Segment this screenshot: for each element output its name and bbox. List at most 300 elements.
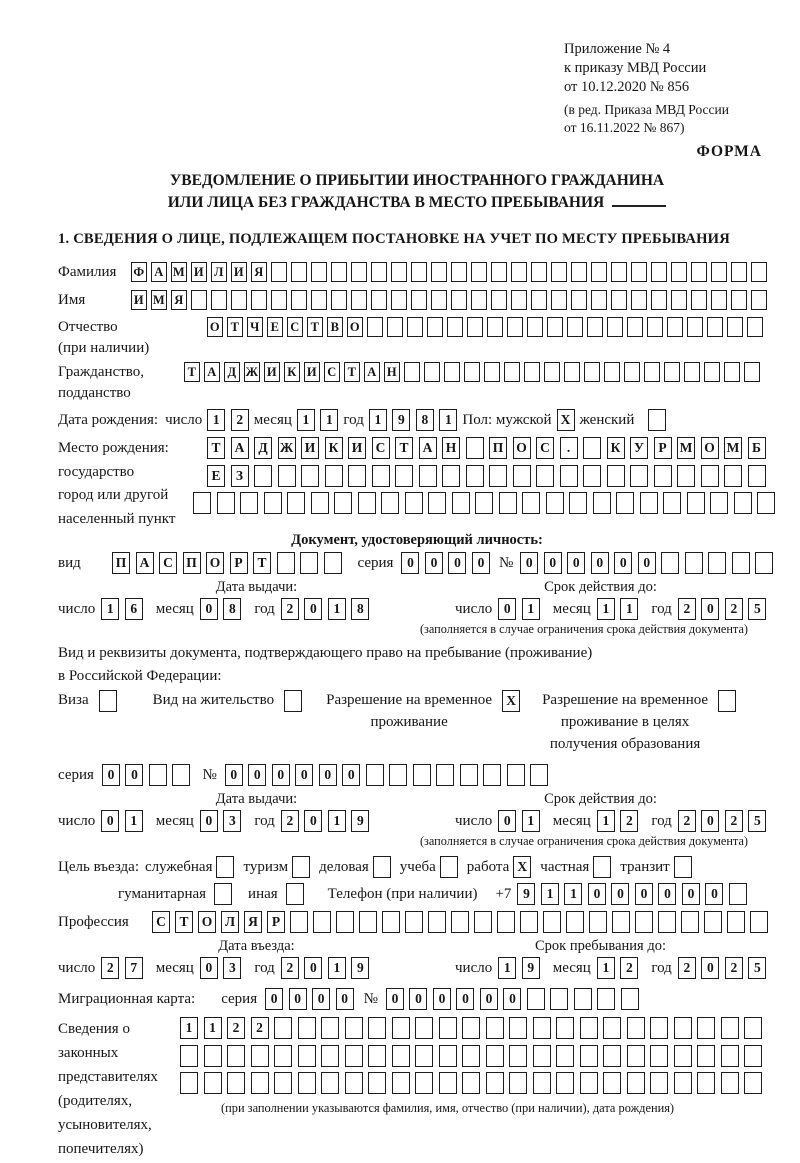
char-cell[interactable] — [381, 492, 399, 514]
char-cell[interactable] — [321, 1017, 339, 1039]
char-cell[interactable] — [560, 465, 578, 487]
char-cell[interactable] — [701, 465, 719, 487]
purpose-business-checkbox[interactable] — [373, 856, 391, 878]
char-cell[interactable] — [291, 290, 307, 310]
char-cell[interactable]: X — [502, 690, 520, 712]
char-cell[interactable] — [744, 1072, 762, 1094]
char-cell[interactable] — [298, 1045, 316, 1067]
char-cell[interactable] — [274, 1045, 292, 1067]
char-cell[interactable]: 1 — [498, 957, 516, 979]
char-cell[interactable]: К — [284, 362, 300, 382]
char-cell[interactable]: 0 — [701, 810, 719, 832]
char-cell[interactable]: Ч — [247, 317, 263, 337]
char-cell[interactable] — [382, 911, 400, 933]
char-cell[interactable] — [556, 1017, 574, 1039]
char-cell[interactable] — [351, 290, 367, 310]
char-cell[interactable]: Ф — [131, 262, 147, 282]
char-cell[interactable]: 0 — [304, 957, 322, 979]
char-cell[interactable] — [511, 262, 527, 282]
char-cell[interactable] — [311, 492, 329, 514]
char-cell[interactable]: 0 — [544, 552, 562, 574]
char-cell[interactable]: 1 — [101, 598, 119, 620]
char-cell[interactable]: 1 — [522, 810, 540, 832]
char-cell[interactable]: 0 — [304, 810, 322, 832]
char-cell[interactable]: А — [136, 552, 154, 574]
char-cell[interactable] — [624, 362, 640, 382]
char-cell[interactable]: О — [347, 317, 363, 337]
char-cell[interactable] — [734, 492, 752, 514]
char-cell[interactable]: Ж — [244, 362, 260, 382]
char-cell[interactable]: 9 — [351, 810, 369, 832]
char-cell[interactable] — [724, 465, 742, 487]
char-cell[interactable]: 0 — [248, 764, 266, 786]
char-cell[interactable] — [172, 764, 190, 786]
sex-male-checkbox[interactable] — [557, 409, 575, 431]
char-cell[interactable] — [751, 262, 767, 282]
char-cell[interactable] — [405, 492, 423, 514]
char-cell[interactable] — [691, 262, 707, 282]
char-cell[interactable] — [415, 1072, 433, 1094]
char-cell[interactable] — [471, 262, 487, 282]
char-cell[interactable]: 9 — [392, 409, 410, 431]
char-cell[interactable] — [550, 988, 568, 1010]
char-cell[interactable] — [491, 290, 507, 310]
char-cell[interactable]: Я — [171, 290, 187, 310]
char-cell[interactable]: О — [513, 437, 531, 459]
char-cell[interactable] — [747, 317, 763, 337]
char-cell[interactable]: 8 — [223, 598, 241, 620]
purpose-other-checkbox[interactable] — [286, 883, 304, 905]
char-cell[interactable] — [345, 1017, 363, 1039]
char-cell[interactable] — [556, 1045, 574, 1067]
char-cell[interactable]: 0 — [448, 552, 466, 574]
char-cell[interactable] — [204, 1072, 222, 1094]
char-cell[interactable]: 1 — [620, 598, 638, 620]
temp-permit-checkbox[interactable] — [502, 690, 520, 712]
char-cell[interactable] — [368, 1045, 386, 1067]
char-cell[interactable] — [334, 492, 352, 514]
char-cell[interactable] — [611, 262, 627, 282]
char-cell[interactable]: 1 — [597, 598, 615, 620]
char-cell[interactable] — [603, 1072, 621, 1094]
char-cell[interactable] — [650, 1017, 668, 1039]
char-cell[interactable]: А — [364, 362, 380, 382]
char-cell[interactable] — [180, 1072, 198, 1094]
char-cell[interactable] — [301, 465, 319, 487]
char-cell[interactable] — [744, 362, 760, 382]
char-cell[interactable] — [387, 317, 403, 337]
char-cell[interactable]: 0 — [200, 810, 218, 832]
char-cell[interactable] — [564, 362, 580, 382]
char-cell[interactable]: 0 — [498, 810, 516, 832]
char-cell[interactable] — [589, 911, 607, 933]
char-cell[interactable] — [371, 262, 387, 282]
char-cell[interactable]: 1 — [207, 409, 225, 431]
char-cell[interactable] — [677, 465, 695, 487]
char-cell[interactable]: Н — [442, 437, 460, 459]
char-cell[interactable] — [658, 911, 676, 933]
char-cell[interactable] — [627, 317, 643, 337]
char-cell[interactable] — [711, 290, 727, 310]
char-cell[interactable] — [274, 1072, 292, 1094]
char-cell[interactable] — [391, 290, 407, 310]
char-cell[interactable] — [290, 911, 308, 933]
char-cell[interactable]: Б — [748, 437, 766, 459]
char-cell[interactable] — [674, 1072, 692, 1094]
char-cell[interactable] — [345, 1072, 363, 1094]
char-cell[interactable] — [444, 362, 460, 382]
char-cell[interactable]: 0 — [682, 883, 700, 905]
char-cell[interactable] — [744, 1045, 762, 1067]
char-cell[interactable] — [685, 552, 703, 574]
char-cell[interactable] — [750, 911, 768, 933]
char-cell[interactable]: 2 — [251, 1017, 269, 1039]
char-cell[interactable] — [603, 1045, 621, 1067]
char-cell[interactable] — [486, 1072, 504, 1094]
char-cell[interactable] — [251, 1045, 269, 1067]
char-cell[interactable] — [487, 317, 503, 337]
char-cell[interactable]: 1 — [564, 883, 582, 905]
char-cell[interactable]: У — [630, 437, 648, 459]
char-cell[interactable]: 0 — [125, 764, 143, 786]
char-cell[interactable]: О — [198, 911, 216, 933]
char-cell[interactable] — [392, 1045, 410, 1067]
temp-permit-edu-checkbox[interactable] — [718, 690, 736, 712]
char-cell[interactable] — [254, 465, 272, 487]
char-cell[interactable]: 0 — [101, 810, 119, 832]
char-cell[interactable] — [462, 1017, 480, 1039]
char-cell[interactable] — [180, 1045, 198, 1067]
char-cell[interactable] — [566, 911, 584, 933]
char-cell[interactable] — [214, 883, 232, 905]
char-cell[interactable]: 6 — [125, 598, 143, 620]
char-cell[interactable] — [251, 1072, 269, 1094]
char-cell[interactable]: С — [159, 552, 177, 574]
char-cell[interactable]: 5 — [748, 598, 766, 620]
char-cell[interactable] — [674, 856, 692, 878]
char-cell[interactable] — [436, 764, 454, 786]
char-cell[interactable] — [507, 317, 523, 337]
char-cell[interactable]: 2 — [620, 957, 638, 979]
char-cell[interactable]: Т — [207, 437, 225, 459]
char-cell[interactable] — [484, 362, 500, 382]
char-cell[interactable] — [654, 465, 672, 487]
char-cell[interactable]: 0 — [425, 552, 443, 574]
char-cell[interactable] — [681, 911, 699, 933]
char-cell[interactable]: 0 — [456, 988, 474, 1010]
char-cell[interactable] — [522, 492, 540, 514]
char-cell[interactable] — [569, 492, 587, 514]
char-cell[interactable] — [392, 1017, 410, 1039]
char-cell[interactable] — [571, 290, 587, 310]
char-cell[interactable] — [531, 290, 547, 310]
char-cell[interactable]: О — [206, 552, 224, 574]
visa-checkbox[interactable] — [99, 690, 117, 712]
char-cell[interactable] — [447, 317, 463, 337]
char-cell[interactable]: И — [301, 437, 319, 459]
char-cell[interactable] — [727, 911, 745, 933]
char-cell[interactable] — [674, 1045, 692, 1067]
char-cell[interactable]: 0 — [336, 988, 354, 1010]
char-cell[interactable] — [631, 290, 647, 310]
char-cell[interactable]: 0 — [312, 988, 330, 1010]
char-cell[interactable] — [650, 1072, 668, 1094]
char-cell[interactable] — [724, 362, 740, 382]
char-cell[interactable]: 0 — [614, 552, 632, 574]
char-cell[interactable]: 0 — [520, 552, 538, 574]
char-cell[interactable] — [580, 1072, 598, 1094]
char-cell[interactable]: 1 — [180, 1017, 198, 1039]
char-cell[interactable] — [491, 262, 507, 282]
char-cell[interactable] — [597, 988, 615, 1010]
char-cell[interactable]: 0 — [386, 988, 404, 1010]
char-cell[interactable] — [413, 764, 431, 786]
char-cell[interactable] — [451, 262, 467, 282]
char-cell[interactable]: . — [560, 437, 578, 459]
char-cell[interactable]: Р — [267, 911, 285, 933]
char-cell[interactable] — [462, 1045, 480, 1067]
char-cell[interactable]: 1 — [328, 598, 346, 620]
purpose-transit-checkbox[interactable] — [674, 856, 692, 878]
char-cell[interactable] — [527, 317, 543, 337]
purpose-humanitarian-checkbox[interactable] — [214, 883, 232, 905]
char-cell[interactable]: 1 — [522, 598, 540, 620]
char-cell[interactable]: П — [112, 552, 130, 574]
char-cell[interactable] — [466, 437, 484, 459]
char-cell[interactable] — [486, 1045, 504, 1067]
char-cell[interactable] — [721, 1045, 739, 1067]
char-cell[interactable] — [345, 1045, 363, 1067]
char-cell[interactable] — [671, 262, 687, 282]
char-cell[interactable] — [391, 262, 407, 282]
char-cell[interactable]: М — [151, 290, 167, 310]
char-cell[interactable] — [650, 1045, 668, 1067]
char-cell[interactable] — [544, 362, 560, 382]
char-cell[interactable]: Т — [227, 317, 243, 337]
char-cell[interactable]: 0 — [225, 764, 243, 786]
char-cell[interactable]: К — [607, 437, 625, 459]
char-cell[interactable] — [531, 262, 547, 282]
char-cell[interactable] — [755, 552, 773, 574]
char-cell[interactable] — [277, 552, 295, 574]
char-cell[interactable] — [211, 290, 227, 310]
char-cell[interactable] — [718, 690, 736, 712]
char-cell[interactable]: 2 — [281, 598, 299, 620]
char-cell[interactable]: 5 — [748, 957, 766, 979]
char-cell[interactable] — [368, 1072, 386, 1094]
char-cell[interactable]: 1 — [541, 883, 559, 905]
char-cell[interactable] — [697, 1017, 715, 1039]
char-cell[interactable] — [704, 362, 720, 382]
char-cell[interactable]: И — [304, 362, 320, 382]
char-cell[interactable] — [336, 911, 354, 933]
char-cell[interactable] — [667, 317, 683, 337]
char-cell[interactable] — [431, 290, 447, 310]
char-cell[interactable] — [748, 465, 766, 487]
char-cell[interactable]: 0 — [611, 883, 629, 905]
phone-cells[interactable] — [517, 883, 747, 905]
char-cell[interactable]: 0 — [472, 552, 490, 574]
char-cell[interactable]: 8 — [351, 598, 369, 620]
char-cell[interactable]: 1 — [204, 1017, 222, 1039]
char-cell[interactable] — [627, 1017, 645, 1039]
purpose-tourism-checkbox[interactable] — [292, 856, 310, 878]
char-cell[interactable]: Я — [251, 262, 267, 282]
char-cell[interactable] — [507, 764, 525, 786]
char-cell[interactable]: 1 — [125, 810, 143, 832]
char-cell[interactable] — [651, 262, 667, 282]
char-cell[interactable]: 1 — [328, 810, 346, 832]
char-cell[interactable]: 1 — [369, 409, 387, 431]
sex-female-checkbox[interactable] — [648, 409, 666, 431]
char-cell[interactable]: 2 — [101, 957, 119, 979]
char-cell[interactable] — [536, 465, 554, 487]
char-cell[interactable] — [729, 883, 747, 905]
char-cell[interactable]: 3 — [223, 957, 241, 979]
char-cell[interactable]: 0 — [588, 883, 606, 905]
char-cell[interactable]: 0 — [658, 883, 676, 905]
char-cell[interactable] — [708, 552, 726, 574]
char-cell[interactable]: К — [325, 437, 343, 459]
char-cell[interactable]: Н — [384, 362, 400, 382]
char-cell[interactable]: 0 — [498, 598, 516, 620]
char-cell[interactable]: 2 — [725, 810, 743, 832]
char-cell[interactable] — [593, 492, 611, 514]
char-cell[interactable]: 5 — [748, 810, 766, 832]
char-cell[interactable] — [671, 290, 687, 310]
char-cell[interactable] — [547, 317, 563, 337]
char-cell[interactable] — [687, 317, 703, 337]
char-cell[interactable]: А — [151, 262, 167, 282]
char-cell[interactable] — [697, 1045, 715, 1067]
char-cell[interactable]: С — [536, 437, 554, 459]
char-cell[interactable]: Л — [221, 911, 239, 933]
char-cell[interactable] — [331, 290, 347, 310]
char-cell[interactable] — [373, 856, 391, 878]
char-cell[interactable]: 2 — [678, 810, 696, 832]
char-cell[interactable]: А — [204, 362, 220, 382]
char-cell[interactable] — [497, 911, 515, 933]
char-cell[interactable]: Т — [184, 362, 200, 382]
char-cell[interactable] — [475, 492, 493, 514]
char-cell[interactable]: Т — [395, 437, 413, 459]
char-cell[interactable] — [604, 362, 620, 382]
char-cell[interactable] — [527, 988, 545, 1010]
char-cell[interactable] — [251, 290, 267, 310]
char-cell[interactable] — [331, 262, 347, 282]
char-cell[interactable]: Л — [211, 262, 227, 282]
char-cell[interactable] — [451, 290, 467, 310]
char-cell[interactable] — [439, 1045, 457, 1067]
char-cell[interactable] — [442, 465, 460, 487]
char-cell[interactable] — [584, 362, 600, 382]
char-cell[interactable] — [278, 465, 296, 487]
char-cell[interactable] — [580, 1017, 598, 1039]
char-cell[interactable] — [367, 317, 383, 337]
char-cell[interactable]: 1 — [597, 957, 615, 979]
char-cell[interactable] — [607, 465, 625, 487]
char-cell[interactable] — [603, 1017, 621, 1039]
char-cell[interactable]: X — [513, 856, 531, 878]
char-cell[interactable] — [732, 552, 750, 574]
char-cell[interactable]: 3 — [223, 810, 241, 832]
char-cell[interactable]: И — [231, 262, 247, 282]
char-cell[interactable] — [674, 1017, 692, 1039]
char-cell[interactable] — [313, 911, 331, 933]
char-cell[interactable] — [348, 465, 366, 487]
char-cell[interactable] — [292, 856, 310, 878]
char-cell[interactable]: 1 — [328, 957, 346, 979]
char-cell[interactable]: 2 — [281, 957, 299, 979]
char-cell[interactable]: 0 — [272, 764, 290, 786]
char-cell[interactable] — [321, 1072, 339, 1094]
char-cell[interactable]: Д — [224, 362, 240, 382]
char-cell[interactable] — [587, 317, 603, 337]
char-cell[interactable]: 1 — [597, 810, 615, 832]
char-cell[interactable]: Д — [254, 437, 272, 459]
purpose-private-checkbox[interactable] — [593, 856, 611, 878]
char-cell[interactable] — [483, 764, 501, 786]
char-cell[interactable] — [663, 492, 681, 514]
purpose-work-checkbox[interactable] — [513, 856, 531, 878]
char-cell[interactable] — [486, 1017, 504, 1039]
char-cell[interactable]: 1 — [297, 409, 315, 431]
char-cell[interactable]: 0 — [295, 764, 313, 786]
char-cell[interactable]: 0 — [200, 957, 218, 979]
char-cell[interactable]: 0 — [635, 883, 653, 905]
char-cell[interactable] — [419, 465, 437, 487]
char-cell[interactable] — [664, 362, 680, 382]
char-cell[interactable]: А — [231, 437, 249, 459]
char-cell[interactable]: 0 — [638, 552, 656, 574]
char-cell[interactable] — [99, 690, 117, 712]
char-cell[interactable] — [439, 1017, 457, 1039]
char-cell[interactable] — [684, 362, 700, 382]
char-cell[interactable] — [721, 1017, 739, 1039]
char-cell[interactable]: 2 — [678, 598, 696, 620]
char-cell[interactable]: 9 — [351, 957, 369, 979]
char-cell[interactable] — [509, 1072, 527, 1094]
char-cell[interactable] — [627, 1072, 645, 1094]
char-cell[interactable]: 2 — [231, 409, 249, 431]
char-cell[interactable]: 0 — [701, 598, 719, 620]
char-cell[interactable] — [287, 492, 305, 514]
char-cell[interactable] — [321, 1045, 339, 1067]
char-cell[interactable] — [291, 262, 307, 282]
char-cell[interactable] — [440, 856, 458, 878]
char-cell[interactable]: 2 — [678, 957, 696, 979]
char-cell[interactable] — [284, 690, 302, 712]
char-cell[interactable] — [204, 1045, 222, 1067]
char-cell[interactable] — [644, 362, 660, 382]
char-cell[interactable] — [372, 465, 390, 487]
char-cell[interactable]: 2 — [725, 957, 743, 979]
char-cell[interactable]: 2 — [620, 810, 638, 832]
char-cell[interactable] — [271, 262, 287, 282]
char-cell[interactable] — [616, 492, 634, 514]
char-cell[interactable] — [640, 492, 658, 514]
char-cell[interactable] — [300, 552, 318, 574]
char-cell[interactable] — [710, 492, 728, 514]
char-cell[interactable] — [551, 262, 567, 282]
char-cell[interactable] — [227, 1072, 245, 1094]
char-cell[interactable] — [499, 492, 517, 514]
char-cell[interactable] — [513, 465, 531, 487]
char-cell[interactable] — [324, 552, 342, 574]
char-cell[interactable] — [612, 911, 630, 933]
char-cell[interactable] — [191, 290, 207, 310]
char-cell[interactable] — [311, 262, 327, 282]
